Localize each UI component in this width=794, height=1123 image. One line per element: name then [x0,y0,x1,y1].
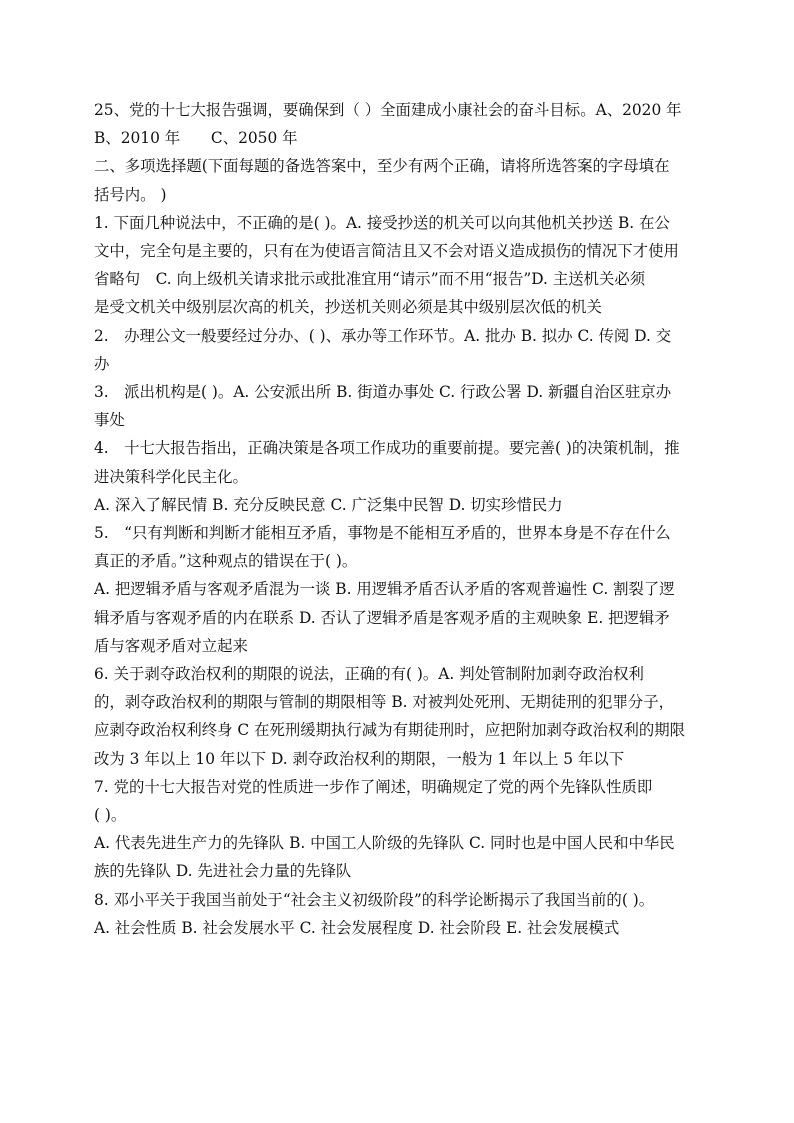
text-line: 真正的矛盾。”这种观点的错误在于( )。 [94,552,358,571]
text-line: 进决策科学化民主化。 [94,467,248,486]
text-line: 是受文机关中级别层次高的机关，抄送机关则必须是其中级别层次低的机关 [94,298,602,317]
text-line: 3. 派出机构是( )。A. 公安派出所 B. 街道办事处 C. 行政公署 D. 新疆自治区驻京办 [94,383,672,402]
question-2 [94,322,706,378]
text-line: 8. 邓小平关于我国当前处于“社会主义初级阶段”的科学论断揭示了我国当前的( )。 [94,890,655,909]
text-line: A. 把逻辑矛盾与客观矛盾混为一谈 B. 用逻辑矛盾否认矛盾的客观普遍性 C. 割裂了逻 [94,580,675,599]
text-line: 省略句 C. 向上级机关请求批示或批准宜用“请示”而不用“报告”D. 主送机关必须 [94,270,646,289]
text-line: A. 社会性质 B. 社会发展水平 C. 社会发展程度 D. 社会阶段 E. 社会发展模式 [94,918,620,937]
question-7 [94,773,706,886]
section-heading-multiple-choice [94,152,706,208]
text-line: A. 深入了解民情 B. 充分反映民意 C. 广泛集中民智 D. 切实珍惜民力 [94,495,563,514]
text-line: 1. 下面几种说法中，不正确的是( )。A. 接受抄送的机关可以向其他机关抄送 B. 在公 [94,213,670,232]
question-8 [94,886,706,942]
question-3 [94,378,706,434]
text-line: 的，剥夺政治权利的期限与管制的期限相等 B. 对被判处死刑、无期徒刑的犯罪分子， [94,693,675,712]
text-line: 事处 [94,411,125,430]
text-line: 改为 3 年以上 10 年以下 D. 剥夺政治权利的期限，一般为 1 年以上 5 年以下 [94,749,625,768]
text-line: 6. 关于剥夺政治权利的期限的说法，正确的有( )。A. 判处管制附加剥夺政治权利 [94,665,644,684]
text-line: 二、多项选择题(下面每题的备选答案中，至少有两个正确，请将所选答案的字母填在 [94,157,670,176]
question-25 [94,96,706,152]
text-line: 2. 办理公文一般要经过分办、( )、承办等工作环节。A. 批办 B. 拟办 C. 传阅 D. 交 [94,326,672,345]
question-5 [94,519,706,660]
text-line: 25、党的十七大报告强调，要确保到（ ）全面建成小康社会的奋斗目标。A、2020 年 [94,101,682,119]
text-line: B、2010 年 C、2050 年 [94,129,298,148]
text-line: ( )。 [94,806,127,825]
question-4 [94,434,706,519]
text-line: 4. 十七大报告指出，正确决策是各项工作成功的重要前提。要完善( )的决策机制，推 [94,439,680,458]
text-line: 辑矛盾与客观矛盾的内在联系 D. 否认了逻辑矛盾是客观矛盾的主观映象 E. 把逻辑矛 [94,608,670,627]
text-line: 办 [94,354,110,373]
text-line: 文中，完全句是主要的，只有在为使语言简洁且又不会对语义造成损伤的情况下才使用 [94,242,679,261]
text-line: 括号内。 ) [94,185,167,204]
question-6 [94,660,706,773]
text-line: A. 代表先进生产力的先锋队 B. 中国工人阶级的先锋队 C. 同时也是中国人民和中华民 [94,834,675,853]
text-line: 族的先锋队 D. 先进社会力量的先锋队 [94,862,352,881]
question-1 [94,209,706,322]
text-line: 应剥夺政治权利终身 C 在死刑缓期执行减为有期徒刑时，应把附加剥夺政治权利的期限 [94,721,686,740]
document-page [94,96,706,942]
text-line: 盾与客观矛盾对立起来 [94,636,248,655]
text-line: 7. 党的十七大报告对党的性质进一步作了阐述，明确规定了党的两个先锋队性质即 [94,777,653,796]
text-line: 5. “只有判断和判断才能相互矛盾，事物是不能相互矛盾的，世界本身是不存在什么 [94,524,671,543]
